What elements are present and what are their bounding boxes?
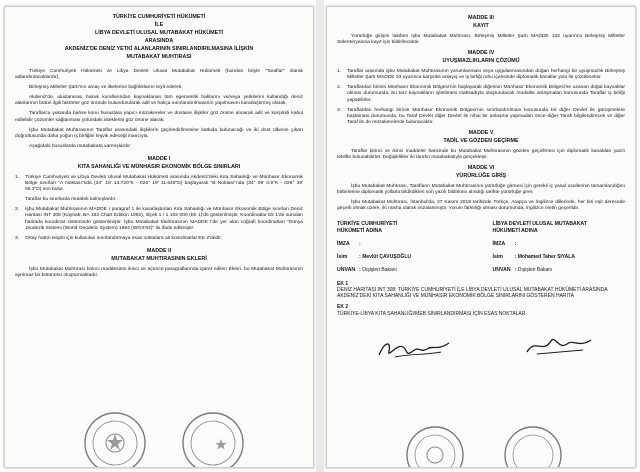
annex-2-label: EK 2 (337, 304, 349, 311)
item-text: Ortay hattın tespiti için kullanılan sınırlandırmaya esas noktalara ait koordinatlar EK 2'dedir. (25, 235, 222, 241)
article-item (15, 236, 303, 242)
signatory-head: LİBYA DEVLETİ ULUSAL MUTABAKAT (492, 220, 587, 227)
colon: : (514, 253, 517, 260)
unvan-label: UNVAN (337, 266, 356, 273)
article-item (15, 207, 303, 231)
signature-column-libya (493, 221, 625, 274)
signatory-name: Mohamed Taher SIYALA (517, 253, 575, 260)
preamble-paragraph: Taraflarca yukarıda bahse konu hususlara yapıcı müzakereler ve dostane ilişkiler göz önüne alınarak adil ve karşılıklı kabul edilebilir çözümler sağlanması yolundaki isteklerini göz önüne alarak, (15, 111, 303, 123)
article-5-subheading: TADİL VE GÖZDEN GEÇİRME (443, 137, 519, 144)
article-3-heading: MADDE III (468, 15, 494, 21)
annex-1-text: DENİZ HARİTASI INT 308: TÜRKİYE CUMHURİYETİ İLE LİBYA DEVLETİ ULUSAL MUTABAKAT HÜKÜMETİ ARASINDA AKDENİZ'DEKİ KITA SAHANLIĞI VE MÜNHASIR EKONOMİK BÖLGE SINIRLARINI GÖSTEREN HARİTA (337, 286, 608, 300)
article-4-subheading: UYUŞMAZLIKLARIN ÇÖZÜMÜ (442, 58, 520, 65)
signatory-head: TÜRKİYE CUMHURİYETİ (337, 220, 398, 227)
article-2-text: İşbu Mutabakat Muhtırası birinci maddesinin ikinci ve üçüncü paragraflarında işaret edilen Ekleri, bu Mutabakat Muhtırasının ayrılmaz bir bütününü oluşturmaktadır. (15, 266, 303, 278)
article-6-subheading: YÜRÜRLÜĞE GİRİŞ (455, 173, 507, 180)
official-seal-icon (405, 425, 465, 468)
item-text: Taraflardan herhangi birinin Münhasır Ekonomik Bölgesi'nin sınırlandırılması konusunda bir diğer Devlet ile görüşmelere başlaması durumunda, bu Taraf Devlet diğer Devlet ile nihai bir anlaşma yapmadan önce diğer Tarafı bilgilendirecek ve diğer Taraf ile de müzakerelerde bulunacaktır. (347, 107, 625, 125)
article-6-text: İşbu Mutabakat Muhtırası, İstanbul'da, 27 Kasım 2019 tarihinde Türkçe, Arapça ve İngilizce dillerinde, her biri eşit derecede geçerli olmak üzere, iki nüsha olarak imzalanmıştır. Yorum farklılığı olması durumunda, İngilizce metin geçerlidir. (337, 200, 625, 212)
colon: : (514, 266, 517, 273)
item-number (15, 197, 25, 203)
article-5-heading: MADDE V (468, 129, 494, 136)
colon: : (359, 266, 361, 273)
signature-column-turkey (337, 221, 469, 274)
colon: : (359, 253, 361, 260)
handwritten-signature-icon (375, 337, 453, 361)
item-text: Taraflardan birinin Münhasır Ekonomik Bölgesi'nin başlayarak diğerinin Münhasır Ekonomik Bölgesi'ne uzanan doğal kaynaklar olması durumunda, bu tarz kaynakların işletilmesi maksadıyla oluşturulacak modalite anlaşmaları konusunda Taraflar iş birliği yapabilirler. (347, 85, 625, 103)
preamble-paragraph: Aşağıdaki hususlarda mutabakata varmışlardır: (29, 143, 132, 149)
signatory-title: Dışişleri Bakanı (517, 266, 553, 273)
signature-row (337, 241, 469, 248)
article-4-heading: MADDE IV (467, 50, 495, 57)
item-number: 1. (337, 69, 342, 75)
signature-row (493, 241, 625, 248)
official-seal-icon (83, 411, 147, 468)
handwritten-signature-icon (523, 332, 595, 358)
article-item (15, 175, 303, 193)
imza-label: İMZA (492, 240, 506, 247)
article-3-text: Yürürlüğe girişini takiben işbu Mutabakat Muhtırası, Birleşmiş Milletler Şartı MADDE 102 uyarınca Birleşmiş Milletler Sekreteryasına kayıt için bildirilecektir. (337, 34, 625, 46)
document-page-left (4, 6, 314, 468)
article-6-heading: MADDE VI (467, 165, 495, 172)
preamble-paragraph: Birleşmiş Milletler Şartı'nın amaç ve ilkelerine bağlılıklarını teyit ederek, (29, 85, 183, 91)
title-line: MUTABAKAT MUHTIRASI (126, 54, 192, 60)
name-row (493, 254, 625, 261)
title-line: İLE (154, 22, 164, 28)
item-number: 2. (337, 85, 342, 91)
colon: : (359, 240, 361, 247)
article-2-heading: MADDE II (146, 247, 172, 254)
item-text: Türkiye Cumhuriyeti ve Libya Devleti Ulusal Mutabakat Hükümeti arasında Akdeniz'deki Kıta Sahanlığı ve Münhasır Ekonomik Bölge sınırları "A Noktası"nda (34° 16' 13.720"K - 026° 19' 11.640"D) başlayarak "B Noktası"nda (34° 09' 0.9"K - 026° 39' 06.3"D) son bulur. (25, 174, 303, 193)
article-2-subheading: MUTABAKAT MUHTIRASININ EKLERİ (111, 255, 207, 262)
signatory-title: Dışişleri Bakanı (362, 266, 397, 273)
article-5-text: Taraflar birinci ve ikinci maddeler haricinde bu Mutabakat Muhtırasının gözden geçirilmesi için diplomatik kanaldan yazılı teklifte bulunabilirler. Değişiklikler iki tarafın mutabakatıyla gerçekleşir. (337, 148, 625, 161)
item-text: Taraflar arasında işbu Mutabakat Muhtırasının yorumlanması veya uygulanmasından doğan herhangi bir uyuşmazlık Birleşmiş Milletler Şartı MADDE 33 uyarınca karşılıklı anlayış ve iş birliği ruhu içerisinde diplomatik kanallar yolu ile çözülecektir. (347, 69, 625, 81)
annex-2-text: TÜRKİYE-LİBYA KITA SAHANLIĞI/MEB SINIRLANDIRMASI İÇİN ESAS NOKTALAR (337, 310, 526, 317)
isim-label: İsim (492, 253, 503, 260)
signatory-head: HÜKÜMETİ ADINA (337, 227, 383, 234)
document-page-right (326, 6, 636, 468)
signatory-name: Mevlüt ÇAVUŞOĞLU (362, 253, 411, 260)
item-number: 3. (15, 235, 20, 241)
annex-1-label: EK 1 (337, 280, 349, 287)
title-line: AKDENİZ'DE DENİZ YETKİ ALANLARININ SINIRLANDIRILMASINA İLİŞKİN (64, 46, 254, 52)
item-text: İşbu Mutabakat Muhtırasının MADDE I paragraf 1 ile kararlaştırılan Kıta Sahanlığı ve Münhasır Ekonomik Bölge sınırları Deniz Haritası INT 308 (Kaynak: BA 183 Chart Edition 1992), ölçek 1 / 1 102 000 (Ek 1)'de gösterilmiştir. Koordinatlar Ek 1'de sunulan haritada koordinat sisteminde gösterilmiştir. İşbu Mutabakat Muhtırasının MADDE I'de yer alan coğrafi koordinatları "Dünya Jeodezik Sistemi (World Geodetic System) 1984 (WGS'84)" ile ifade edilmiştir. (25, 207, 303, 231)
title-line: ARASINDA (144, 38, 174, 44)
article-item (337, 69, 625, 81)
annex-list (337, 281, 625, 317)
title-line: LİBYA DEVLETİ ULUSAL MUTABAKAT HÜKÜMETİ (94, 30, 224, 36)
preamble-paragraph: İşbu Mutabakat Muhtırasının Taraflar arasındaki ilişkilerin güçlendirilmesine katkıda bulunacağı ve iki dost ülkenin çıkarı doğrultusunda daha yoğun iş birliğini teşvik edeceği inancıyla, (15, 127, 303, 139)
article-1-subheading: KITA SAHANLIĞI VE MÜNHASIR EKONOMİK BÖLGE SINIRLARI (77, 163, 241, 170)
article-3-subheading: KAYIT (473, 23, 489, 29)
signatory-head: HÜKÜMETİ ADINA (492, 227, 538, 234)
title-row (493, 267, 625, 274)
official-seal-icon (503, 425, 563, 468)
article-6-text: İşbu Mutabakat Muhtırası, Tarafların Mutabakat Muhtırasının yürürlüğe girmesi için gerekli iç yasal usullerinin tamamlandığını birbirlerine diplomatik yollarla bildirdikleri son yazılı bildirimin alındığı tarihte yürürlüğe girer. (337, 184, 625, 196)
item-number: 3. (337, 107, 342, 113)
item-number: 2. (15, 207, 20, 213)
article-item (15, 197, 303, 203)
item-number: 1. (15, 174, 20, 180)
isim-label: İsim (337, 253, 348, 260)
item-text: Taraflar bu sınırlarda mutabık kalmışlardır. (25, 197, 117, 203)
name-row (337, 254, 469, 261)
title-row (337, 267, 469, 274)
title-line: TÜRKİYE CUMHURİYETİ HÜKÜMETİ (112, 14, 206, 20)
official-seal-icon (181, 411, 245, 468)
article-item (337, 85, 625, 103)
article-item (337, 108, 625, 126)
document-title (15, 13, 303, 61)
article-1-heading: MADDE I (147, 155, 171, 162)
preamble-paragraph: Akdeniz'de, uluslararası hukuk kurallarından kaynaklanan tüm egemenlik haklarını ve/veya yetkilerini kullandığı deniz alanlarının bütün ilgili faktörler göz önünde bulundurularak adil ve hakça sınırlandırılmasının yapılmasını kararlaştırmış olarak, (15, 95, 303, 107)
preamble-paragraph: Türkiye Cumhuriyeti Hükümeti ve Libya Devleti Ulusal Mutabakat Hükümeti (bundan böyle "Taraflar" olarak adlandırılacaklardır), (15, 69, 303, 81)
signature-block (337, 221, 625, 274)
page-gutter (316, 0, 324, 472)
unvan-label: UNVAN (492, 266, 511, 273)
imza-label: İMZA (337, 240, 350, 247)
colon: : (514, 240, 517, 247)
